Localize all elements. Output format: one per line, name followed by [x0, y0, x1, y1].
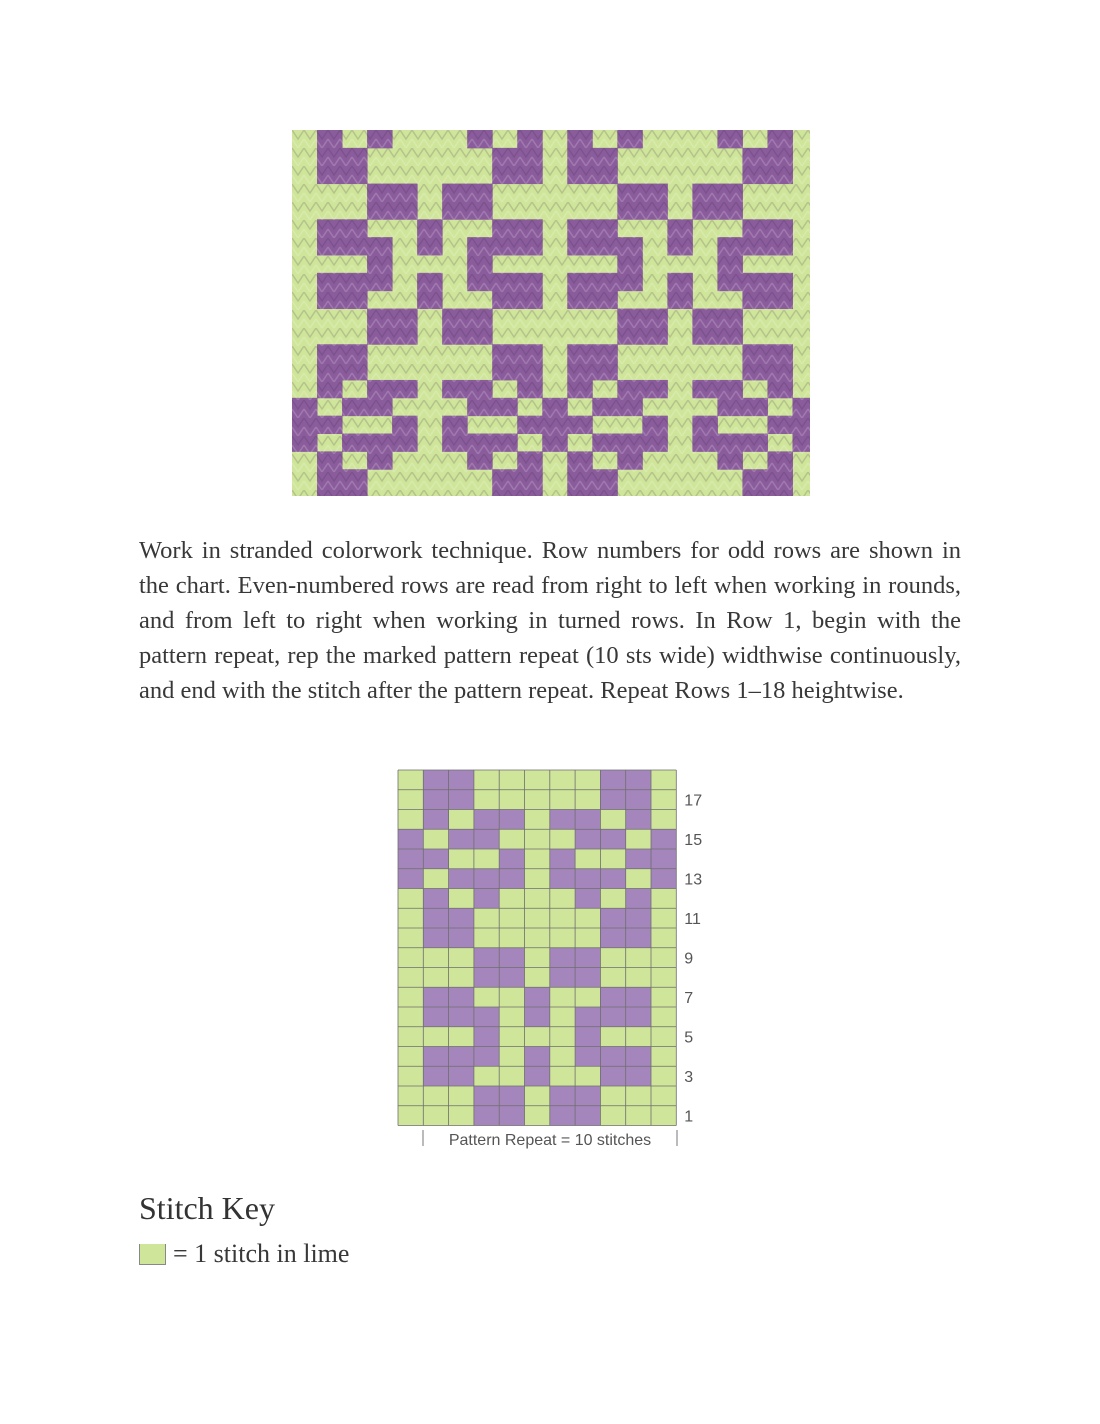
chart-cell — [499, 869, 524, 889]
chart-cell — [398, 790, 423, 810]
chart-cell — [550, 968, 575, 988]
chart-cell — [575, 810, 600, 830]
chart-cell — [423, 790, 448, 810]
row-number-label: 1 — [684, 1108, 694, 1126]
row-number-label: 7 — [684, 990, 694, 1008]
chart-cell — [398, 968, 423, 988]
chart-cell — [398, 948, 423, 968]
chart-cell — [525, 1066, 550, 1086]
chart-cell — [499, 829, 524, 849]
chart-cell — [525, 829, 550, 849]
chart-cell — [449, 770, 474, 790]
chart-cell — [575, 1106, 600, 1126]
lime-color-swatch-icon — [139, 1244, 166, 1265]
chart-cell — [651, 987, 676, 1007]
chart-cell — [449, 1047, 474, 1067]
chart-cell — [575, 1007, 600, 1027]
chart-cell — [398, 869, 423, 889]
chart-cell — [525, 987, 550, 1007]
chart-cell — [626, 1007, 651, 1027]
chart-cell — [626, 1047, 651, 1067]
chart-cell — [651, 968, 676, 988]
chart-cell — [474, 810, 499, 830]
chart-cell — [651, 1027, 676, 1047]
chart-cell — [474, 1066, 499, 1086]
chart-cell — [449, 1066, 474, 1086]
chart-cell — [499, 810, 524, 830]
chart-cell — [600, 1007, 625, 1027]
knitted-swatch-photo — [292, 130, 810, 496]
chart-cell — [499, 968, 524, 988]
chart-cell — [600, 790, 625, 810]
chart-cell — [525, 889, 550, 909]
chart-cell — [626, 790, 651, 810]
pattern-repeat-caption: Pattern Repeat = 10 stitches — [448, 1132, 652, 1149]
chart-cell — [423, 770, 448, 790]
chart-cell — [600, 1066, 625, 1086]
chart-cell — [525, 1086, 550, 1106]
chart-cell — [525, 1047, 550, 1067]
chart-cell — [550, 1007, 575, 1027]
chart-cell — [626, 1066, 651, 1086]
chart-cell — [600, 810, 625, 830]
chart-cell — [651, 948, 676, 968]
chart-cell — [626, 968, 651, 988]
chart-cell — [600, 1027, 625, 1047]
chart-cell — [398, 829, 423, 849]
chart-cell — [600, 770, 625, 790]
chart-cell — [525, 968, 550, 988]
chart-cell — [600, 987, 625, 1007]
chart-cell — [398, 1066, 423, 1086]
chart-cell — [398, 1086, 423, 1106]
chart-cell — [398, 849, 423, 869]
chart-cell — [575, 1047, 600, 1067]
chart-cell — [423, 1047, 448, 1067]
chart-cell — [575, 869, 600, 889]
chart-cell — [600, 1047, 625, 1067]
chart-cell — [449, 849, 474, 869]
chart-cell — [600, 849, 625, 869]
row-number-label: 17 — [684, 792, 703, 810]
chart-cell — [449, 1007, 474, 1027]
chart-cell — [525, 1106, 550, 1126]
chart-cell — [626, 928, 651, 948]
chart-cell — [525, 810, 550, 830]
chart-cell — [449, 1106, 474, 1126]
chart-cell — [449, 790, 474, 810]
chart-cell — [499, 770, 524, 790]
chart-cell — [423, 1027, 448, 1047]
chart-cell — [474, 1027, 499, 1047]
stitch-key-heading: Stitch Key — [139, 1190, 275, 1226]
chart-cell — [550, 770, 575, 790]
chart-cell — [575, 928, 600, 948]
chart-cell — [626, 869, 651, 889]
chart-cell — [525, 908, 550, 928]
chart-cell — [550, 948, 575, 968]
chart-cell — [423, 829, 448, 849]
chart-cell — [474, 968, 499, 988]
chart-cell — [651, 889, 676, 909]
chart-cell — [525, 790, 550, 810]
stitch-key-item-label: = 1 stitch in lime — [173, 1239, 350, 1268]
chart-cell — [525, 869, 550, 889]
chart-cell — [423, 1086, 448, 1106]
chart-cell — [499, 908, 524, 928]
chart-cell — [474, 790, 499, 810]
chart-cell — [651, 1047, 676, 1067]
chart-cell — [499, 1086, 524, 1106]
chart-cell — [575, 987, 600, 1007]
chart-cell — [651, 829, 676, 849]
chart-cell — [651, 908, 676, 928]
chart-cell — [600, 1106, 625, 1126]
chart-cell — [575, 829, 600, 849]
chart-cell — [474, 869, 499, 889]
chart-cell — [626, 770, 651, 790]
chart-cell — [449, 869, 474, 889]
chart-cell — [398, 810, 423, 830]
chart-cell — [398, 908, 423, 928]
chart-cell — [600, 928, 625, 948]
chart-cell — [423, 1106, 448, 1126]
chart-cell — [600, 869, 625, 889]
chart-cell — [449, 928, 474, 948]
chart-cell — [626, 987, 651, 1007]
chart-cell — [499, 928, 524, 948]
row-number-label: 11 — [684, 911, 701, 929]
chart-cell — [550, 1066, 575, 1086]
chart-cell — [398, 770, 423, 790]
chart-cell — [651, 928, 676, 948]
chart-cell — [449, 987, 474, 1007]
chart-cell — [626, 889, 651, 909]
chart-cell — [600, 948, 625, 968]
chart-cell — [550, 790, 575, 810]
chart-cell — [525, 948, 550, 968]
chart-cell — [474, 1047, 499, 1067]
chart-cell — [525, 928, 550, 948]
chart-cell — [626, 908, 651, 928]
chart-cell — [499, 790, 524, 810]
chart-cell — [398, 987, 423, 1007]
chart-cell — [651, 1106, 676, 1126]
chart-cell — [525, 770, 550, 790]
chart-cell — [398, 1007, 423, 1027]
chart-cell — [423, 849, 448, 869]
chart-cell — [474, 1106, 499, 1126]
chart-cell — [600, 889, 625, 909]
chart-cell — [626, 1106, 651, 1126]
chart-cell — [423, 869, 448, 889]
chart-cell — [474, 770, 499, 790]
chart-cell — [550, 987, 575, 1007]
chart-cell — [550, 869, 575, 889]
chart-cell — [651, 849, 676, 869]
chart-cell — [525, 1027, 550, 1047]
chart-cell — [575, 1066, 600, 1086]
chart-cell — [474, 987, 499, 1007]
stitch-key-item-lime — [139, 1238, 349, 1270]
chart-cell — [423, 1007, 448, 1027]
chart-cell — [575, 1027, 600, 1047]
chart-cell — [449, 889, 474, 909]
chart-cell — [651, 790, 676, 810]
chart-cell — [423, 908, 448, 928]
row-number-label: 3 — [684, 1069, 694, 1087]
chart-cell — [550, 829, 575, 849]
chart-cell — [423, 987, 448, 1007]
chart-cell — [550, 889, 575, 909]
chart-cell — [499, 1007, 524, 1027]
chart-cell — [575, 889, 600, 909]
chart-cell — [550, 1106, 575, 1126]
chart-cell — [423, 889, 448, 909]
chart-cell — [626, 1027, 651, 1047]
chart-cell — [398, 889, 423, 909]
chart-cell — [474, 829, 499, 849]
chart-cell — [449, 968, 474, 988]
chart-cell — [600, 908, 625, 928]
chart-cell — [626, 948, 651, 968]
row-number-label: 13 — [684, 871, 703, 889]
chart-cell — [499, 1066, 524, 1086]
chart-cell — [499, 1106, 524, 1126]
colorwork-chart — [392, 764, 722, 1156]
chart-cell — [550, 928, 575, 948]
row-number-label: 15 — [684, 832, 703, 850]
chart-cell — [499, 849, 524, 869]
chart-cell — [600, 968, 625, 988]
chart-cell — [499, 889, 524, 909]
chart-cell — [575, 908, 600, 928]
chart-cell — [499, 1047, 524, 1067]
chart-cell — [550, 810, 575, 830]
instructions-paragraph: Work in stranded colorwork technique. Row numbers for odd rows are shown in the chart. Even-numbered rows are read from right to left when working in rounds, and from left to right when working in turned rows. In Row 1, begin with the pattern repeat, rep the marked pattern repeat (10 sts wide) widthwise continuously, and end with the stitch after the pattern repeat. Repeat Rows 1–18 heightwise. — [139, 537, 961, 704]
chart-cell — [449, 908, 474, 928]
chart-cell — [449, 1027, 474, 1047]
chart-cell — [398, 1027, 423, 1047]
chart-cell — [398, 1106, 423, 1126]
chart-cell — [525, 1007, 550, 1027]
row-number-labels — [684, 793, 702, 1126]
chart-cell — [600, 829, 625, 849]
chart-cell — [575, 849, 600, 869]
chart-cell — [575, 790, 600, 810]
chart-cell — [449, 810, 474, 830]
chart-cell — [449, 829, 474, 849]
chart-cell — [474, 889, 499, 909]
chart-cell — [575, 770, 600, 790]
chart-cell — [550, 1086, 575, 1106]
chart-cell — [626, 1086, 651, 1106]
chart-cell — [651, 869, 676, 889]
chart-cell — [626, 829, 651, 849]
chart-cell — [423, 1066, 448, 1086]
pattern-repeat-bracket — [423, 1130, 677, 1149]
chart-cell — [423, 968, 448, 988]
chart-cell — [575, 968, 600, 988]
chart-cell — [398, 1047, 423, 1067]
chart-cell — [423, 948, 448, 968]
chart-cell — [651, 770, 676, 790]
chart-cell — [575, 1086, 600, 1106]
chart-cell — [474, 1086, 499, 1106]
chart-cell — [550, 1047, 575, 1067]
chart-cell — [651, 810, 676, 830]
chart-cell — [651, 1007, 676, 1027]
chart-cell — [449, 1086, 474, 1106]
chart-cell — [600, 1086, 625, 1106]
chart-cell — [398, 928, 423, 948]
chart-cell — [499, 1027, 524, 1047]
chart-cell — [575, 948, 600, 968]
chart-cell — [474, 1007, 499, 1027]
chart-cell — [525, 849, 550, 869]
chart-cell — [626, 849, 651, 869]
chart-cell — [474, 948, 499, 968]
chart-cell — [474, 908, 499, 928]
chart-cell — [499, 948, 524, 968]
chart-cell — [474, 849, 499, 869]
chart-cell — [423, 810, 448, 830]
chart-cell — [651, 1086, 676, 1106]
row-number-label: 5 — [684, 1029, 694, 1047]
chart-cell — [550, 849, 575, 869]
chart-cell — [449, 948, 474, 968]
chart-cell — [499, 987, 524, 1007]
chart-cell — [550, 908, 575, 928]
row-number-label: 9 — [684, 950, 694, 968]
chart-cell — [626, 810, 651, 830]
chart-cell — [651, 1066, 676, 1086]
chart-cell — [423, 928, 448, 948]
chart-cell — [550, 1027, 575, 1047]
chart-cell — [474, 928, 499, 948]
